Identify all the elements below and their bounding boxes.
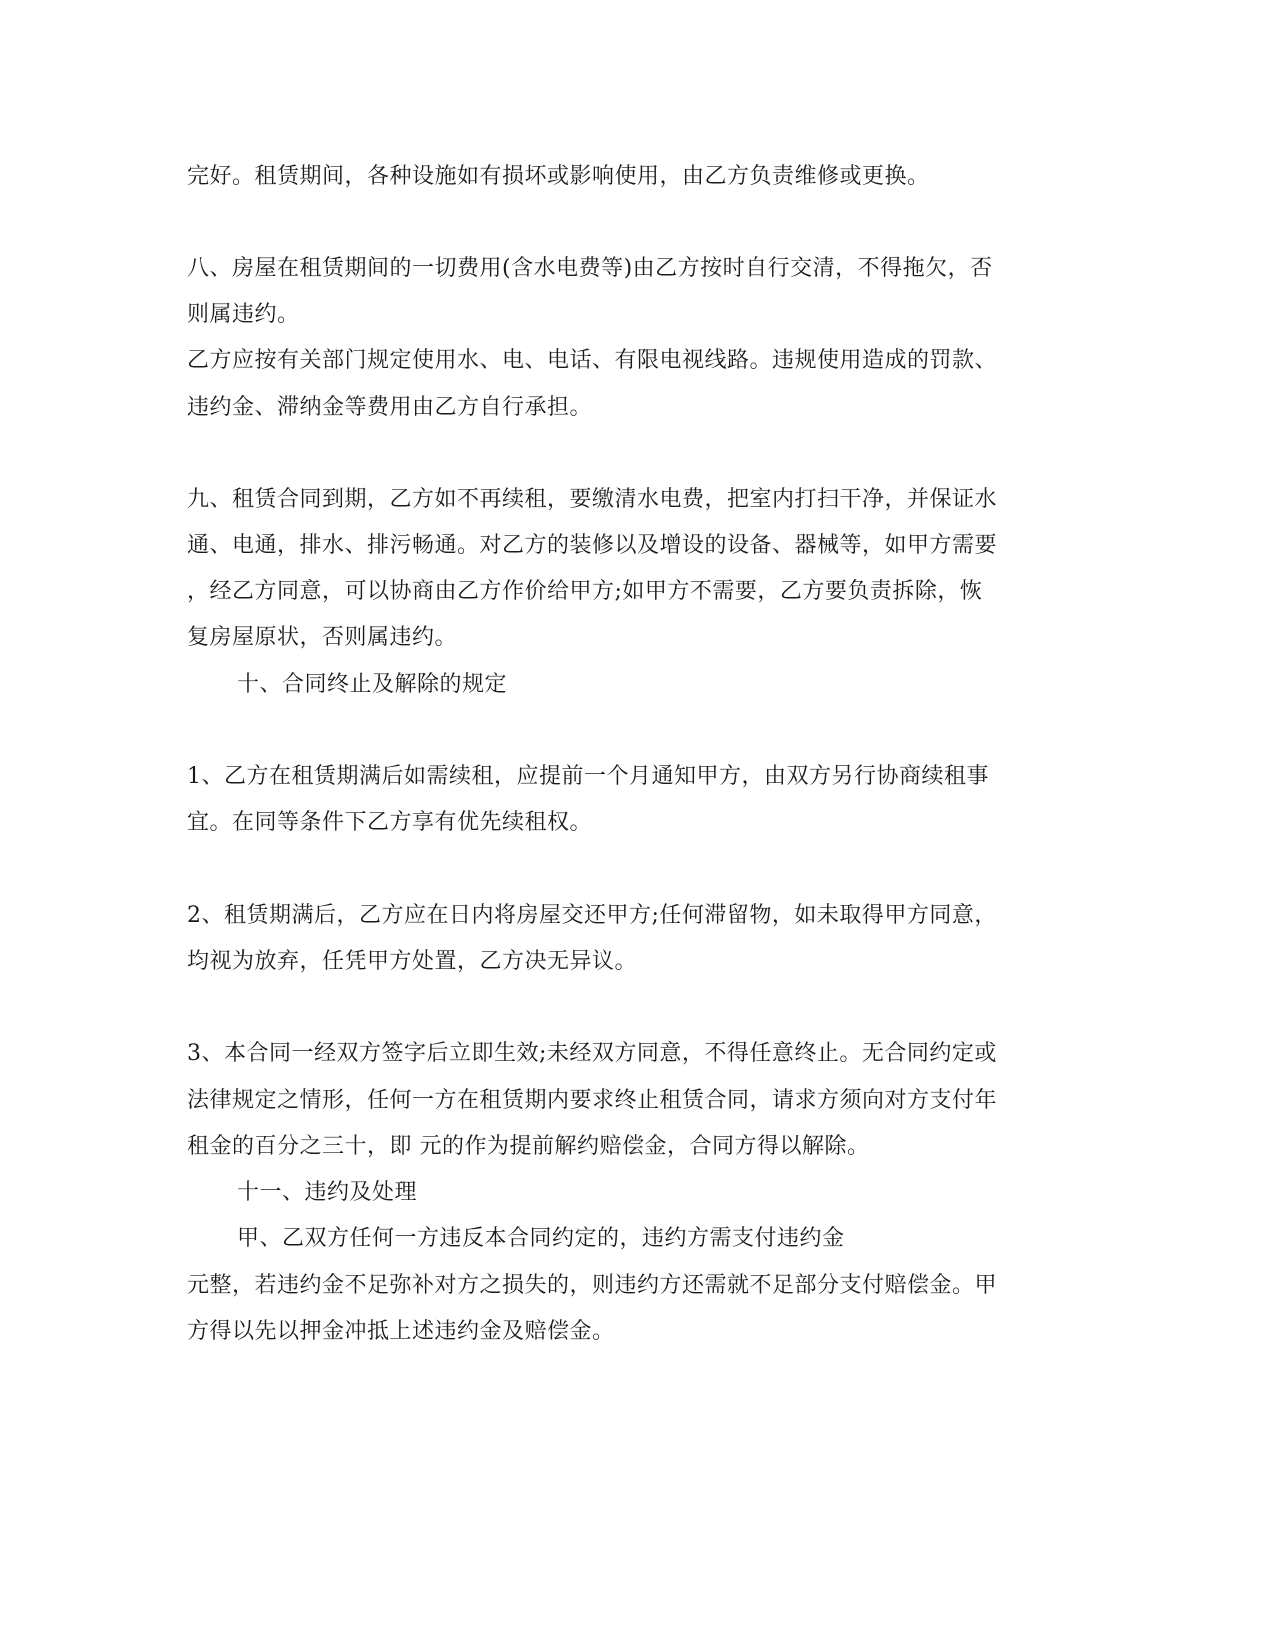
text-line: 完好。租赁期间，各种设施如有损坏或影响使用，由乙方负责维修或更换。: [187, 164, 930, 189]
text-line: 2、租赁期满后，乙方应在日内将房屋交还甲方;任何滞留物，如未取得甲方同意，: [187, 903, 997, 928]
text-line: 通、电通，排水、排污畅通。对乙方的装修以及增设的设备、器械等，如甲方需要: [187, 533, 998, 558]
text-line: ，经乙方同意，可以协商由乙方作价给甲方;如甲方不需要，乙方要负责拆除，恢: [187, 579, 983, 604]
text-line: 元整，若违约金不足弥补对方之损失的，则违约方还需就不足部分支付赔偿金。甲: [187, 1273, 998, 1298]
text-line: 均视为放弃，任凭甲方处置，乙方决无异议。: [187, 949, 638, 974]
text-line: 复房屋原状，否则属违约。: [187, 625, 458, 650]
text-line: 方得以先以押金冲抵上述违约金及赔偿金。: [187, 1319, 615, 1344]
text-line: 3、本合同一经双方签字后立即生效;未经双方同意，不得任意终止。无合同约定或: [187, 1041, 997, 1066]
text-line: 九、租赁合同到期，乙方如不再续租，要缴清水电费，把室内打扫干净，并保证水: [187, 487, 998, 512]
text-line: 八、房屋在租赁期间的一切费用(含水电费等)由乙方按时自行交清，不得拖欠，否: [187, 256, 993, 281]
text-line: 租金的百分之三十，即 元的作为提前解约赔偿金，合同方得以解除。: [187, 1134, 870, 1159]
text-line: 宜。在同等条件下乙方享有优先续租权。: [187, 810, 593, 835]
text-line: 乙方应按有关部门规定使用水、电、电话、有限电视线路。违规使用造成的罚款、: [187, 348, 998, 373]
text-line: 则属违约。: [187, 302, 300, 327]
text-line: 甲、乙双方任何一方违反本合同约定的，违约方需支付违约金: [237, 1226, 845, 1251]
section-heading: 十一、违约及处理: [237, 1180, 418, 1205]
text-line: 违约金、滞纳金等费用由乙方自行承担。: [187, 395, 593, 420]
text-line: 1、乙方在租赁期满后如需续租，应提前一个月通知甲方，由双方另行协商续租事: [187, 764, 989, 789]
text-line: 法律规定之情形，任何一方在租赁期内要求终止租赁合同，请求方须向对方支付年: [187, 1088, 998, 1113]
section-heading: 十、合同终止及解除的规定: [237, 672, 508, 697]
